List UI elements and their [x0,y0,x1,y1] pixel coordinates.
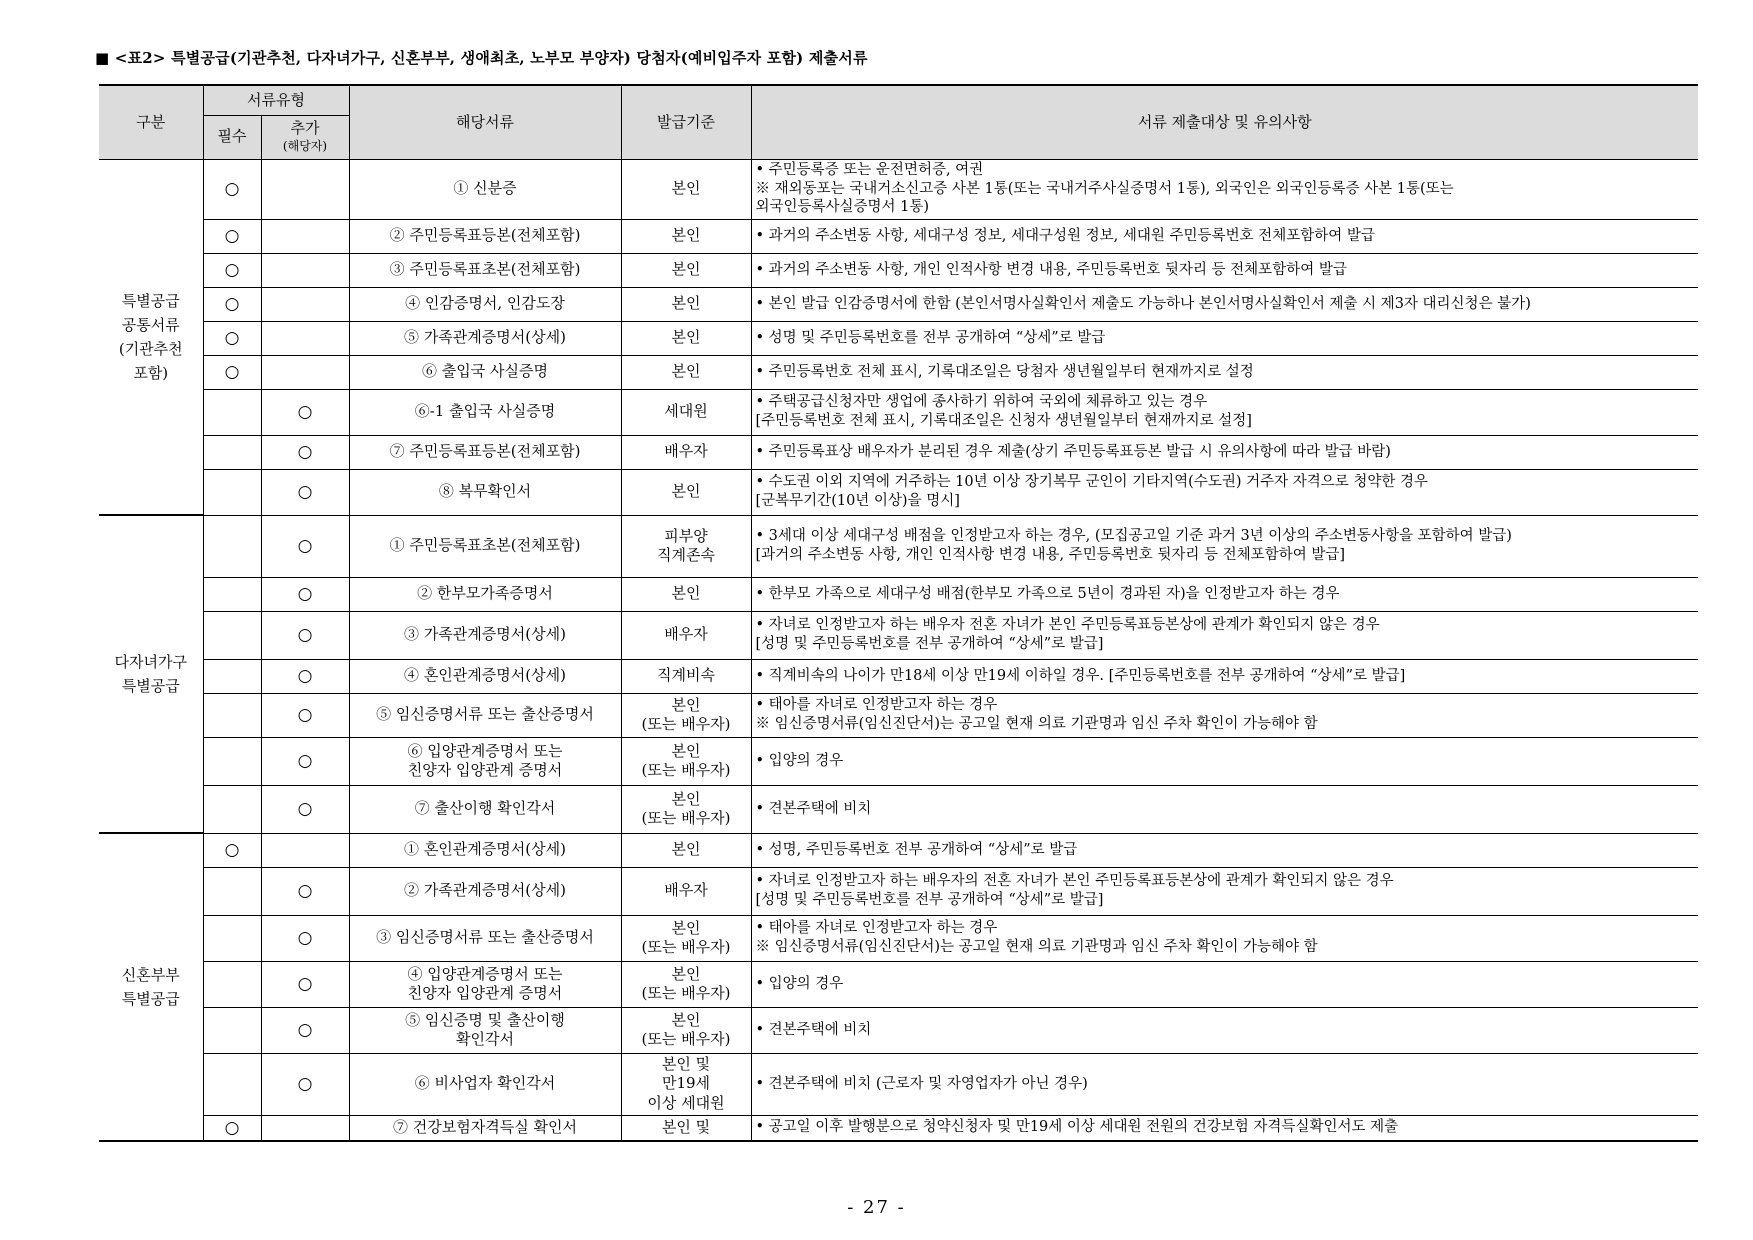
additional-mark: ○ [261,1007,349,1053]
additional-mark: ○ [261,693,349,737]
table-row [99,515,1698,577]
document-name: ⑤ 임신증명 및 출산이행 확인각서 [349,1007,621,1053]
issue-basis: 피부양 직계존속 [621,515,751,577]
table-row [99,355,1698,389]
category-cell: 다자녀가구 특별공급 [99,515,203,833]
additional-mark: ○ [261,867,349,915]
required-mark: ○ [203,253,261,287]
header-category: 구분 [99,85,203,159]
document-name: ⑥ 입양관계증명서 또는 친양자 입양관계 증명서 [349,737,621,785]
required-mark: ○ [203,159,261,219]
notes-text: • 태아를 자녀로 인정받고자 하는 경우 ※ 임신증명서류(임신진단서)는 공고일 현재 의료 기관명과 임신 주차 확인이 가능해야 함 [751,693,1698,737]
additional-mark [261,1115,349,1141]
notes-text: • 견본주택에 비치 [751,785,1698,833]
issue-basis: 본인 [621,833,751,867]
issue-basis: 본인 [621,219,751,253]
required-mark: ○ [203,355,261,389]
required-mark [203,915,261,961]
additional-mark [261,833,349,867]
table-row [99,1007,1698,1053]
table-row [99,785,1698,833]
notes-text: • 주민등록표상 배우자가 분리된 경우 제출(상기 주민등록표등본 발급 시 유의사항에 따라 발급 바람) [751,435,1698,469]
issue-basis: 배우자 [621,435,751,469]
document-name: ④ 인감증명서, 인감도장 [349,287,621,321]
additional-mark: ○ [261,515,349,577]
additional-mark [261,253,349,287]
document-name: ③ 임신증명서류 또는 출산증명서 [349,915,621,961]
table-row [99,867,1698,915]
additional-mark [261,321,349,355]
issue-basis: 본인 [621,321,751,355]
notes-text: • 견본주택에 비치 (근로자 및 자영업자가 아닌 경우) [751,1053,1698,1115]
header-doc-type: 서류유형 [203,85,349,115]
header-document: 해당서류 [349,85,621,159]
required-mark [203,737,261,785]
table-row [99,389,1698,435]
header-additional-label: 추가 [290,119,320,138]
notes-text: • 견본주택에 비치 [751,1007,1698,1053]
document-name: ⑤ 가족관계증명서(상세) [349,321,621,355]
header-required: 필수 [203,115,261,159]
document-name: ① 신분증 [349,159,621,219]
additional-mark [261,287,349,321]
notes-text: • 직계비속의 나이가 만18세 이상 만19세 이하일 경우. [주민등록번호를 전부 공개하여 “상세”로 발급] [751,659,1698,693]
notes-text: • 본인 발급 인감증명서에 한함 (본인서명사실확인서 제출도 가능하나 본인서명사실확인서 제출 시 제3자 대리신청은 불가) [751,287,1698,321]
document-title: ■ <표2> 특별공급(기관추천, 다자녀가구, 신혼부부, 생애최초, 노부모 부양자) 당첨자(예비입주자 포함) 제출서류 [95,49,868,67]
table-row [99,833,1698,867]
table-row [99,1053,1698,1115]
additional-mark: ○ [261,611,349,659]
required-mark [203,577,261,611]
additional-mark: ○ [261,961,349,1007]
additional-mark: ○ [261,915,349,961]
issue-basis: 세대원 [621,389,751,435]
document-name: ⑦ 출산이행 확인각서 [349,785,621,833]
document-name: ② 주민등록표등본(전체포함) [349,219,621,253]
table-row [99,253,1698,287]
document-name: ⑦ 건강보험자격득실 확인서 [349,1115,621,1141]
additional-mark: ○ [261,577,349,611]
additional-mark: ○ [261,469,349,515]
document-name: ⑥ 비사업자 확인각서 [349,1053,621,1115]
document-name: ⑥ 출입국 사실증명 [349,355,621,389]
issue-basis: 직계비속 [621,659,751,693]
header-basis: 발급기준 [621,85,751,159]
category-cell: 신혼부부 특별공급 [99,833,203,1141]
notes-text: • 성명, 주민등록번호 전부 공개하여 “상세”로 발급 [751,833,1698,867]
issue-basis: 본인 및 만19세 이상 세대원 [621,1053,751,1115]
issue-basis: 본인 및 [621,1115,751,1141]
notes-text: • 주민등록증 또는 운전면허증, 여권 ※ 재외동포는 국내거소신고증 사본 1통(또는 국내거주사실증명서 1통), 외국인은 외국인등록증 사본 1통(또는 외국인등록사실증명서 1통) [751,159,1698,219]
required-mark [203,469,261,515]
additional-mark [261,159,349,219]
page-number: - 27 - [847,1197,906,1218]
additional-mark [261,219,349,253]
table-row [99,159,1698,219]
notes-text: • 3세대 이상 세대구성 배점을 인정받고자 하는 경우, (모집공고일 기준 과거 3년 이상의 주소변동사항을 포함하여 발급) [과거의 주소변동 사항, 개인 인적사항 변경 내용, 주민등록번호 뒷자리 등 전체포함하여 발급] [751,515,1698,577]
table-row [99,577,1698,611]
required-mark: ○ [203,219,261,253]
issue-basis: 본인 (또는 배우자) [621,1007,751,1053]
notes-text: • 주택공급신청자만 생업에 종사하기 위하여 국외에 체류하고 있는 경우 [주민등록번호 전체 표시, 기록대조일은 신청자 생년월일부터 현재까지로 설정] [751,389,1698,435]
table-row [99,693,1698,737]
issue-basis: 본인 (또는 배우자) [621,737,751,785]
notes-text: • 입양의 경우 [751,961,1698,1007]
document-name: ② 한부모가족증명서 [349,577,621,611]
required-mark [203,867,261,915]
required-mark [203,389,261,435]
document-name: ① 주민등록표초본(전체포함) [349,515,621,577]
table-body [99,159,1698,1141]
issue-basis: 본인 (또는 배우자) [621,961,751,1007]
issue-basis: 본인 [621,253,751,287]
notes-text: • 입양의 경우 [751,737,1698,785]
required-mark: ○ [203,1115,261,1141]
additional-mark [261,355,349,389]
document-name: ③ 주민등록표초본(전체포함) [349,253,621,287]
required-mark [203,961,261,1007]
issue-basis: 본인 (또는 배우자) [621,915,751,961]
table-header [99,85,1698,159]
table-row [99,469,1698,515]
required-mark: ○ [203,833,261,867]
issue-basis: 본인 [621,469,751,515]
notes-text: • 자녀로 인정받고자 하는 배우자 전혼 자녀가 본인 주민등록표등본상에 관계가 확인되지 않은 경우 [성명 및 주민등록번호를 전부 공개하여 “상세”로 발급] [751,611,1698,659]
required-mark [203,659,261,693]
table-row [99,611,1698,659]
required-mark: ○ [203,287,261,321]
header-additional-note: (해당자) [282,138,328,153]
submission-documents-table [99,84,1698,1142]
notes-text: • 자녀로 인정받고자 하는 배우자의 전혼 자녀가 본인 주민등록표등본상에 관계가 확인되지 않은 경우 [성명 및 주민등록번호를 전부 공개하여 “상세”로 발급] [751,867,1698,915]
additional-mark: ○ [261,659,349,693]
required-mark [203,1053,261,1115]
additional-mark: ○ [261,389,349,435]
notes-text: • 과거의 주소변동 사항, 세대구성 정보, 세대구성원 정보, 세대원 주민등록번호 전체포함하여 발급 [751,219,1698,253]
additional-mark: ○ [261,737,349,785]
required-mark [203,515,261,577]
additional-mark: ○ [261,1053,349,1115]
table-row [99,321,1698,355]
document-name: ③ 가족관계증명서(상세) [349,611,621,659]
document-name: ① 혼인관계증명서(상세) [349,833,621,867]
table-row [99,1115,1698,1141]
required-mark [203,693,261,737]
table-row [99,659,1698,693]
table-row [99,219,1698,253]
header-notes: 서류 제출대상 및 유의사항 [751,85,1698,159]
additional-mark: ○ [261,785,349,833]
document-name: ⑧ 복무확인서 [349,469,621,515]
table-row [99,287,1698,321]
issue-basis: 배우자 [621,611,751,659]
issue-basis: 본인 (또는 배우자) [621,693,751,737]
notes-text: • 성명 및 주민등록번호를 전부 공개하여 “상세”로 발급 [751,321,1698,355]
table-row [99,915,1698,961]
issue-basis: 배우자 [621,867,751,915]
header-additional [261,115,349,159]
issue-basis: 본인 [621,355,751,389]
table-row [99,961,1698,1007]
issue-basis: 본인 [621,577,751,611]
document-name: ⑦ 주민등록표등본(전체포함) [349,435,621,469]
required-mark [203,1007,261,1053]
additional-mark: ○ [261,435,349,469]
document-name: ⑥-1 출입국 사실증명 [349,389,621,435]
required-mark: ○ [203,321,261,355]
notes-text: • 공고일 이후 발행분으로 청약신청자 및 만19세 이상 세대원 전원의 건강보험 자격득실확인서도 제출 [751,1115,1698,1141]
document-name: ④ 입양관계증명서 또는 친양자 입양관계 증명서 [349,961,621,1007]
document-name: ⑤ 임신증명서류 또는 출산증명서 [349,693,621,737]
table-row [99,737,1698,785]
notes-text: • 주민등록번호 전체 표시, 기록대조일은 당첨자 생년월일부터 현재까지로 설정 [751,355,1698,389]
notes-text: • 태아를 자녀로 인정받고자 하는 경우 ※ 임신증명서류(임신진단서)는 공고일 현재 의료 기관명과 임신 주차 확인이 가능해야 함 [751,915,1698,961]
table-row [99,435,1698,469]
document-name: ④ 혼인관계증명서(상세) [349,659,621,693]
document-name: ② 가족관계증명서(상세) [349,867,621,915]
notes-text: • 과거의 주소변동 사항, 개인 인적사항 변경 내용, 주민등록번호 뒷자리 등 전체포함하여 발급 [751,253,1698,287]
required-mark [203,611,261,659]
required-mark [203,435,261,469]
required-mark [203,785,261,833]
notes-text: • 한부모 가족으로 세대구성 배점(한부모 가족으로 5년이 경과된 자)을 인정받고자 하는 경우 [751,577,1698,611]
issue-basis: 본인 [621,159,751,219]
notes-text: • 수도권 이외 지역에 거주하는 10년 이상 장기복무 군인이 기타지역(수도권) 거주자 자격으로 청약한 경우 [군복무기간(10년 이상)을 명시] [751,469,1698,515]
issue-basis: 본인 (또는 배우자) [621,785,751,833]
category-cell: 특별공급 공통서류 (기관추천 포함) [99,159,203,515]
issue-basis: 본인 [621,287,751,321]
